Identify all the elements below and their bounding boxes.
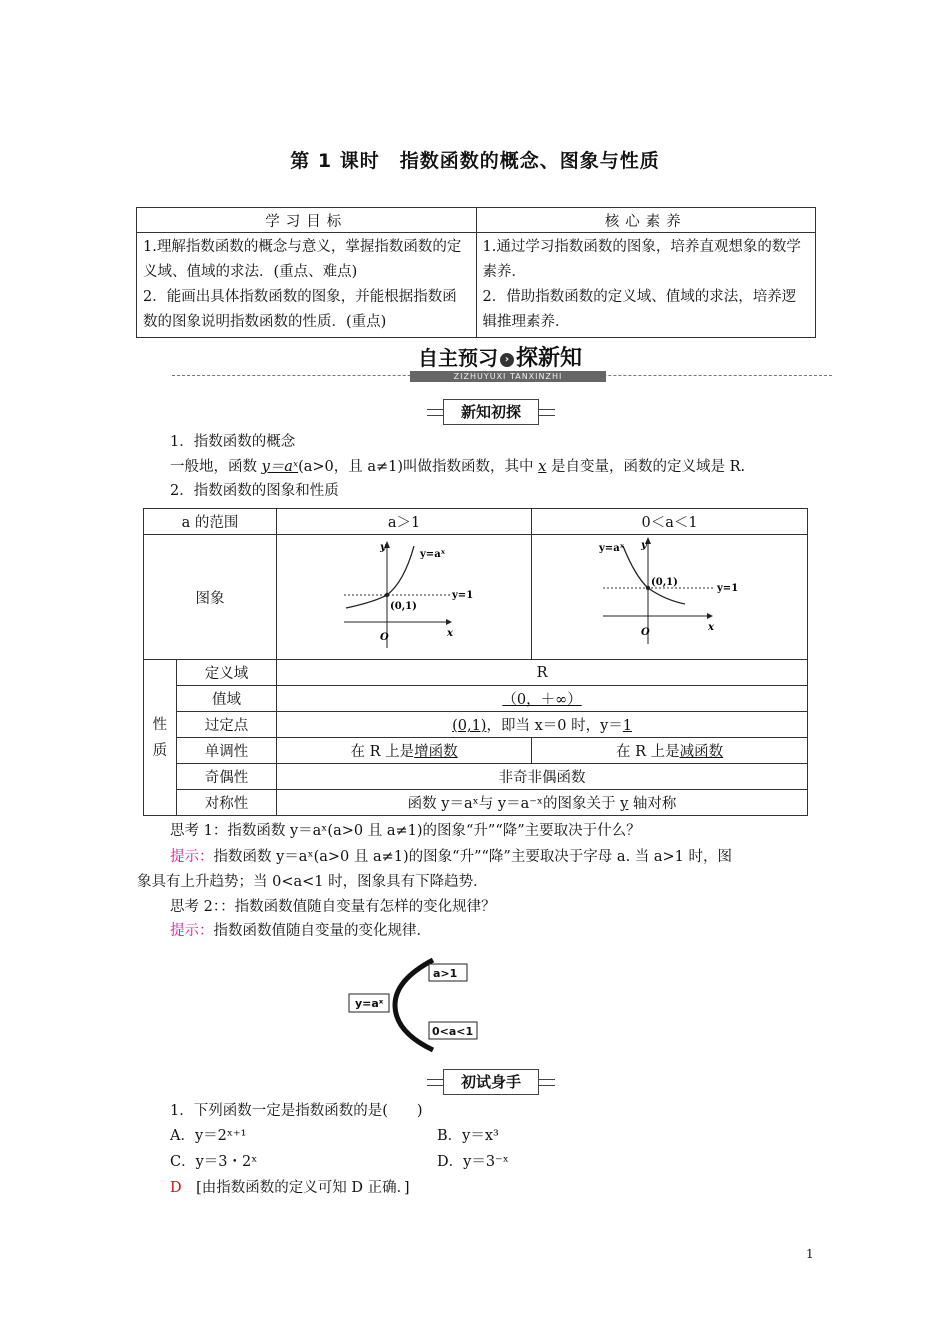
svg-text:O: O — [380, 632, 389, 643]
banner-main: 自主预习 — [417, 346, 498, 370]
answer — [170, 1177, 410, 1199]
answer-explanation: [由指数函数的定义可知 D 正确．] — [196, 1180, 410, 1196]
heading-graph-properties: 2．指数函数的图象和性质 — [170, 483, 339, 499]
svg-text:y: y — [380, 542, 386, 553]
graph-increasing — [277, 535, 532, 660]
svg-text:a>1: a>1 — [433, 967, 458, 980]
fixed-point-value: (0,1)，即当 x＝0 时，y＝1 — [277, 712, 808, 738]
option-b: B．y＝x³ — [437, 1128, 499, 1144]
goals-right-cell — [476, 233, 816, 338]
svg-text:y=aˣ: y=aˣ — [598, 543, 624, 554]
svg-text:y=1: y=1 — [452, 590, 474, 601]
goals-table — [136, 207, 816, 338]
hint-label: 提示： — [170, 923, 214, 939]
section-header-new: 新知初探 — [427, 399, 555, 425]
question-1: 1．下列函数一定是指数函数的是( ) — [170, 1103, 423, 1119]
range-header: a 的范围 — [144, 509, 277, 535]
answer-letter: D — [170, 1180, 182, 1196]
concept-paragraph: 一般地，函数 y＝aˣ(a>0，且 a≠1)叫做指数函数，其中 x 是自变量，函数的定义域是 R. — [170, 459, 746, 475]
svg-text:(0,1): (0,1) — [390, 601, 417, 612]
think-question-2: 思考 2：：指数函数值随自变量有怎样的变化规律？ — [170, 899, 496, 915]
graph-decreasing — [532, 535, 808, 660]
concept-variable: x — [538, 459, 547, 475]
properties-table — [143, 508, 808, 816]
range-value: （0，＋∞） — [277, 686, 808, 712]
hint-label: 提示： — [170, 849, 214, 865]
svg-text:y: y — [640, 540, 647, 551]
range-a-lt-1: 0＜a＜1 — [532, 509, 808, 535]
row-name: 值域 — [176, 686, 276, 712]
goals-left-cell — [137, 233, 477, 338]
row-name: 对称性 — [176, 790, 276, 816]
literacy-item: 2．借助指数函数的定义域、值域的求法，培养逻辑推理素养． — [482, 289, 797, 330]
goal-item: 2．能画出具体指数函数的图象，并能根据指数函数的图象说明指数函数的性质．(重点) — [143, 289, 457, 330]
parity-value: 非奇非偶函数 — [277, 764, 808, 790]
option-d: D．y＝3⁻ˣ — [437, 1154, 509, 1170]
row-name: 奇偶性 — [176, 764, 276, 790]
banner-bold: 探新知 — [515, 346, 582, 371]
page-number: 1 — [806, 1247, 814, 1261]
hint-1-continued: 象具有上升趋势；当 0<a<1 时，图象具有下降趋势． — [137, 874, 488, 890]
svg-text:(0,1): (0,1) — [650, 577, 678, 588]
exp-graph-decreasing — [595, 536, 745, 654]
svg-text:x: x — [707, 622, 714, 633]
symmetry-value: 函数 y＝aˣ与 y＝a⁻ˣ的图象关于 y 轴对称 — [277, 790, 808, 816]
variation-diagram — [345, 950, 645, 1062]
literacy-item: 1.通过学习指数函数的图象，培养直观想象的数学素养． — [482, 239, 801, 280]
think-question-1: 思考 1：指数函数 y＝aˣ(a>0 且 a≠1)的图象“升”“降”主要取决于什么？ — [170, 823, 641, 839]
svg-text:y=aˣ: y=aˣ — [355, 997, 384, 1010]
hint-2: 提示：指数函数值随自变量的变化规律． — [170, 923, 431, 939]
svg-text:0<a<1: 0<a<1 — [432, 1025, 474, 1038]
heading-concept: 1．指数函数的概念 — [170, 434, 296, 450]
section-banner — [410, 345, 590, 383]
row-name: 定义域 — [176, 660, 276, 686]
range-a-gt-1: a＞1 — [277, 509, 532, 535]
option-c: C．y＝3・2ˣ — [170, 1154, 258, 1170]
page-title: 第 1 课时 指数函数的概念、图象与性质 — [290, 150, 660, 172]
property-label: 性质 — [144, 660, 177, 816]
svg-text:O: O — [640, 627, 650, 638]
banner-subtitle: ZIZHUYUXI TANXINZHI — [410, 371, 606, 382]
section-header-try: 初试身手 — [427, 1069, 555, 1095]
monotonic-decreasing: 在 R 上是减函数 — [532, 738, 808, 764]
domain-value: R — [277, 660, 808, 686]
option-a: A．y＝2ˣ⁺¹ — [170, 1128, 247, 1144]
concept-function: y＝aˣ — [261, 459, 299, 475]
svg-text:x: x — [447, 628, 454, 639]
row-name: 过定点 — [176, 712, 276, 738]
goal-item: 1.理解指数函数的概念与意义，掌握指数函数的定义域、值域的求法．(重点、难点) — [143, 239, 462, 280]
monotonic-increasing: 在 R 上是增函数 — [277, 738, 532, 764]
svg-text:y=1: y=1 — [716, 583, 738, 594]
hint-1: 提示：指数函数 y＝aˣ(a>0 且 a≠1)的图象“升”“降”主要取决于字母 a. 当 a>1 时，图 — [170, 849, 733, 865]
graph-label: 图象 — [144, 535, 277, 660]
exp-graph-increasing — [334, 536, 474, 654]
goals-header-right: 核心素养 — [476, 208, 816, 233]
svg-text:y=aˣ: y=aˣ — [420, 549, 446, 560]
goals-header-left: 学习目标 — [137, 208, 477, 233]
banner-arrow-icon: › — [500, 353, 514, 367]
row-name: 单调性 — [176, 738, 276, 764]
